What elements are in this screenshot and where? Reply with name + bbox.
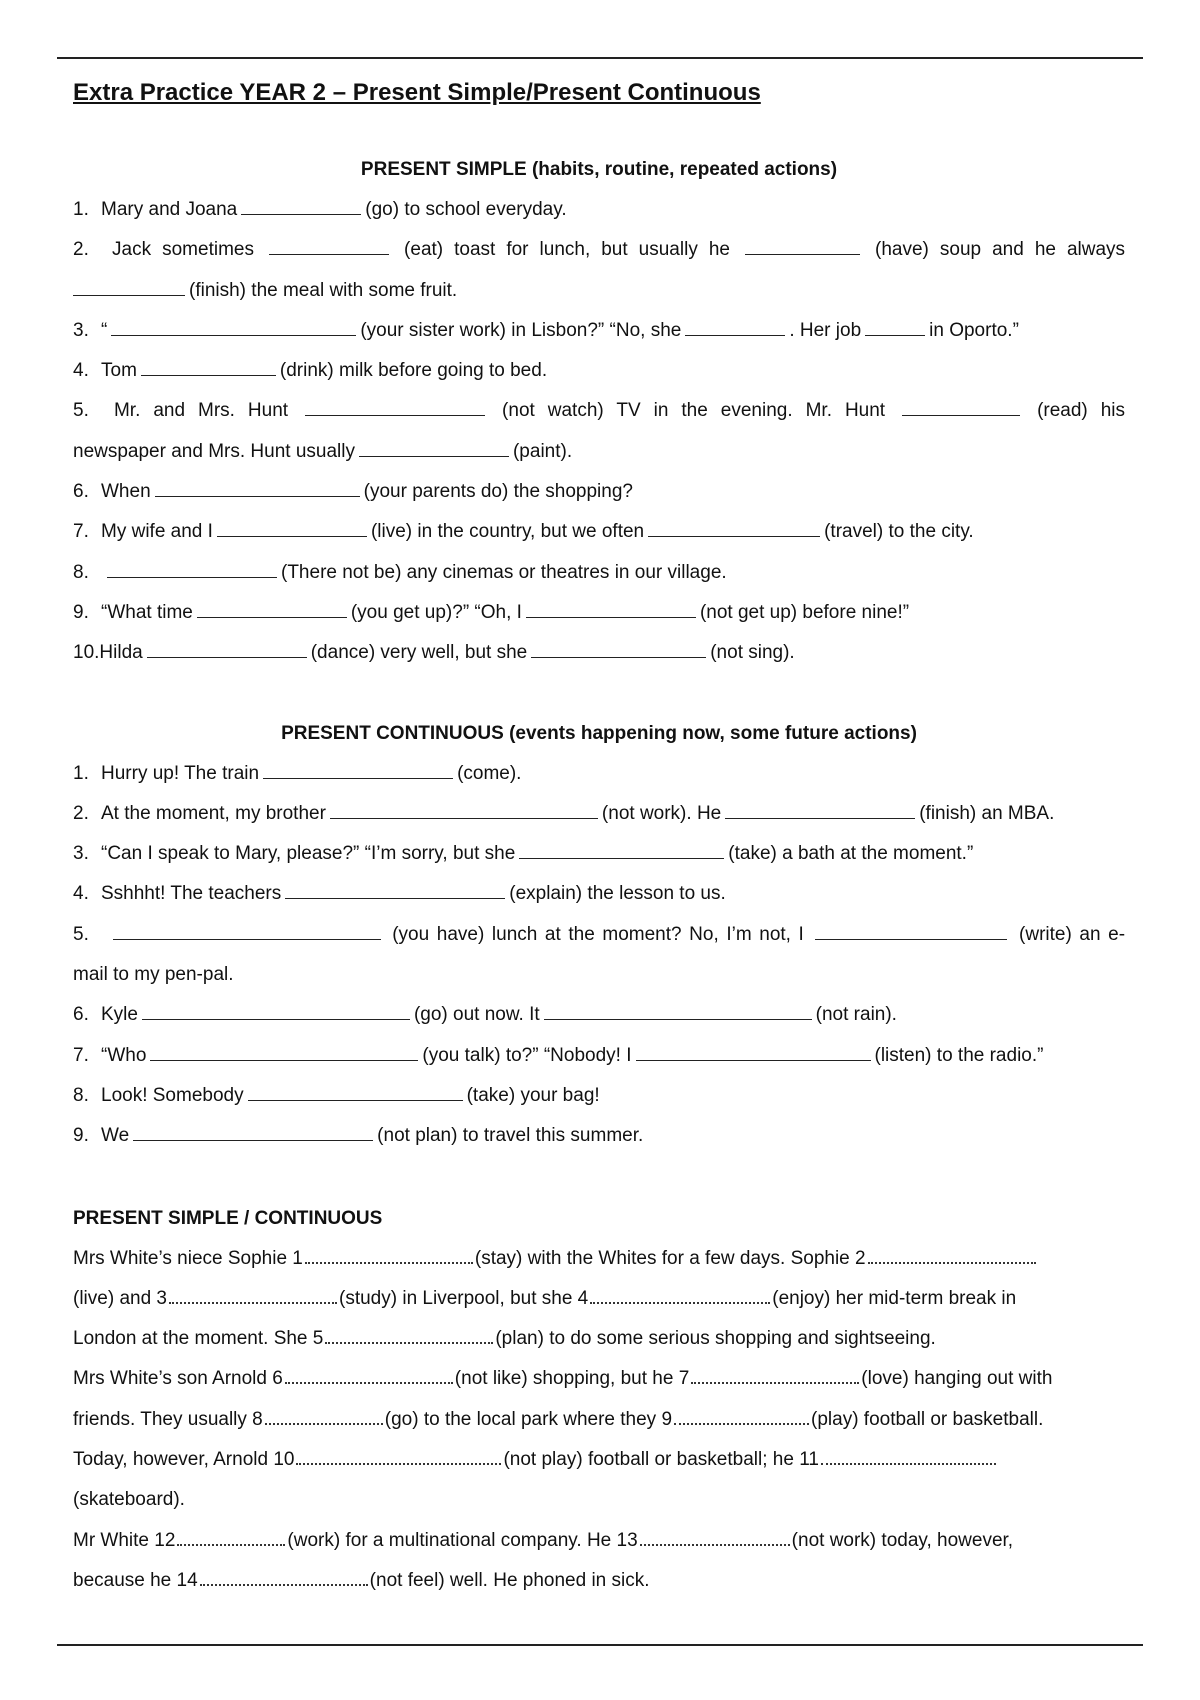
answer-dots[interactable] bbox=[200, 1568, 368, 1586]
answer-blank[interactable] bbox=[263, 760, 453, 779]
answer-dots[interactable] bbox=[285, 1366, 453, 1384]
answer-blank[interactable] bbox=[217, 518, 367, 537]
answer-blank[interactable] bbox=[544, 1001, 812, 1020]
continuous-q6: 6. Kyle (go) out now. It (not rain). bbox=[73, 995, 1125, 1035]
mixed-line-8: Mr White 12 (work) for a multinational company. He 13 (not work) today, however, bbox=[73, 1529, 1014, 1551]
answer-blank[interactable] bbox=[330, 800, 598, 819]
answer-blank[interactable] bbox=[902, 397, 1020, 416]
answer-blank[interactable] bbox=[73, 277, 185, 296]
answer-blank[interactable] bbox=[305, 397, 485, 416]
answer-blank[interactable] bbox=[150, 1042, 418, 1061]
mixed-line-6: Today, however, Arnold 10 (not play) football or basketball; he 11 bbox=[73, 1440, 1125, 1480]
answer-blank[interactable] bbox=[269, 236, 389, 255]
answer-blank[interactable] bbox=[815, 921, 1007, 940]
present-continuous-heading: PRESENT CONTINUOUS (events happening now, some future actions) bbox=[281, 722, 917, 744]
continuous-q4: 4. Sshhht! The teachers (explain) the lesson to us. bbox=[73, 874, 1125, 914]
answer-blank[interactable] bbox=[107, 559, 277, 578]
answer-blank[interactable] bbox=[155, 478, 360, 497]
answer-blank[interactable] bbox=[648, 518, 820, 537]
answer-blank[interactable] bbox=[519, 840, 724, 859]
answer-dots[interactable] bbox=[169, 1286, 337, 1304]
simple-q9: 9. “What time (you get up)?” “Oh, I (not get up) before nine!” bbox=[73, 593, 1125, 633]
answer-dots[interactable] bbox=[265, 1407, 383, 1425]
continuous-q5-cont: mail to my pen-pal. bbox=[73, 964, 234, 986]
simple-q10: 10.Hilda (dance) very well, but she (not sing). bbox=[73, 633, 1125, 673]
continuous-q1: 1. Hurry up! The train (come). bbox=[73, 754, 1125, 794]
answer-blank[interactable] bbox=[133, 1122, 373, 1141]
answer-blank[interactable] bbox=[141, 357, 276, 376]
simple-q2-cont: (finish) the meal with some fruit. bbox=[73, 271, 1125, 311]
simple-q2: 2. Jack sometimes (eat) toast for lunch, but usually he (have) soup and he always bbox=[73, 230, 1125, 270]
answer-blank[interactable] bbox=[113, 921, 381, 940]
mixed-line-1: Mrs White’s niece Sophie 1 (stay) with the Whites for a few days. Sophie 2 bbox=[73, 1239, 1125, 1279]
answer-dots[interactable] bbox=[305, 1246, 473, 1264]
simple-q3: 3. “ (your sister work) in Lisbon?” “No, she . Her job in Oporto.” bbox=[73, 311, 1125, 351]
mixed-line-3: London at the moment. She 5 (plan) to do some serious shopping and sightseeing. bbox=[73, 1328, 936, 1350]
answer-blank[interactable] bbox=[636, 1042, 871, 1061]
answer-blank[interactable] bbox=[248, 1082, 463, 1101]
answer-dots[interactable] bbox=[590, 1286, 770, 1304]
answer-blank[interactable] bbox=[285, 880, 505, 899]
page-title: Extra Practice YEAR 2 – Present Simple/Present Continuous bbox=[73, 79, 761, 106]
simple-q5: 5. Mr. and Mrs. Hunt (not watch) TV in the evening. Mr. Hunt (read) his bbox=[73, 391, 1125, 431]
simple-q7: 7. My wife and I (live) in the country, but we often (travel) to the city. bbox=[73, 512, 1125, 552]
answer-dots[interactable] bbox=[640, 1528, 790, 1546]
answer-dots[interactable] bbox=[821, 1447, 996, 1465]
answer-dots[interactable] bbox=[674, 1407, 809, 1425]
answer-dots[interactable] bbox=[177, 1528, 285, 1546]
continuous-q7: 7. “Who (you talk) to?” “Nobody! I (listen) to the radio.” bbox=[73, 1036, 1125, 1076]
answer-blank[interactable] bbox=[725, 800, 915, 819]
answer-dots[interactable] bbox=[868, 1246, 1036, 1264]
answer-blank[interactable] bbox=[745, 236, 860, 255]
simple-q4: 4. Tom (drink) milk before going to bed. bbox=[73, 351, 1125, 391]
mixed-line-5: friends. They usually 8 (go) to the local park where they 9 (play) football or basketball. bbox=[73, 1408, 1044, 1430]
simple-q1: 1. Mary and Joana (go) to school everyday. bbox=[73, 190, 1125, 230]
simple-q5-cont: newspaper and Mrs. Hunt usually (paint). bbox=[73, 432, 1125, 472]
worksheet bbox=[73, 70, 1125, 1601]
answer-blank[interactable] bbox=[865, 317, 925, 336]
answer-blank[interactable] bbox=[147, 639, 307, 658]
mixed-line-7: (skateboard). bbox=[73, 1489, 185, 1511]
answer-dots[interactable] bbox=[296, 1447, 501, 1465]
mixed-line-2: (live) and 3 (study) in Liverpool, but she 4 (enjoy) her mid-term break in bbox=[73, 1287, 1017, 1309]
answer-blank[interactable] bbox=[241, 196, 361, 215]
continuous-q5: 5. (you have) lunch at the moment? No, I’m not, I (write) an e- bbox=[73, 915, 1125, 955]
answer-blank[interactable] bbox=[111, 317, 356, 336]
mixed-line-4: Mrs White’s son Arnold 6 (not like) shopping, but he 7 (love) hanging out with bbox=[73, 1368, 1053, 1390]
mixed-heading: PRESENT SIMPLE / CONTINUOUS bbox=[73, 1207, 383, 1229]
answer-blank[interactable] bbox=[359, 438, 509, 457]
bottom-rule bbox=[57, 1644, 1143, 1646]
answer-blank[interactable] bbox=[197, 599, 347, 618]
answer-blank[interactable] bbox=[685, 317, 785, 336]
continuous-q9: 9. We (not plan) to travel this summer. bbox=[73, 1116, 1125, 1156]
continuous-q8: 8. Look! Somebody (take) your bag! bbox=[73, 1076, 1125, 1116]
answer-dots[interactable] bbox=[691, 1366, 859, 1384]
simple-q6: 6. When (your parents do) the shopping? bbox=[73, 472, 1125, 512]
continuous-q3: 3. “Can I speak to Mary, please?” “I’m sorry, but she (take) a bath at the moment.” bbox=[73, 834, 1125, 874]
answer-blank[interactable] bbox=[142, 1001, 410, 1020]
top-rule bbox=[57, 57, 1143, 59]
answer-dots[interactable] bbox=[325, 1326, 493, 1344]
present-simple-heading: PRESENT SIMPLE (habits, routine, repeated actions) bbox=[360, 159, 838, 180]
simple-q8: 8. (There not be) any cinemas or theatres in our village. bbox=[73, 553, 1125, 593]
mixed-line-9: because he 14 (not feel) well. He phoned in sick. bbox=[73, 1569, 650, 1591]
answer-blank[interactable] bbox=[531, 639, 706, 658]
answer-blank[interactable] bbox=[526, 599, 696, 618]
continuous-q2: 2. At the moment, my brother (not work). He (finish) an MBA. bbox=[73, 794, 1125, 834]
